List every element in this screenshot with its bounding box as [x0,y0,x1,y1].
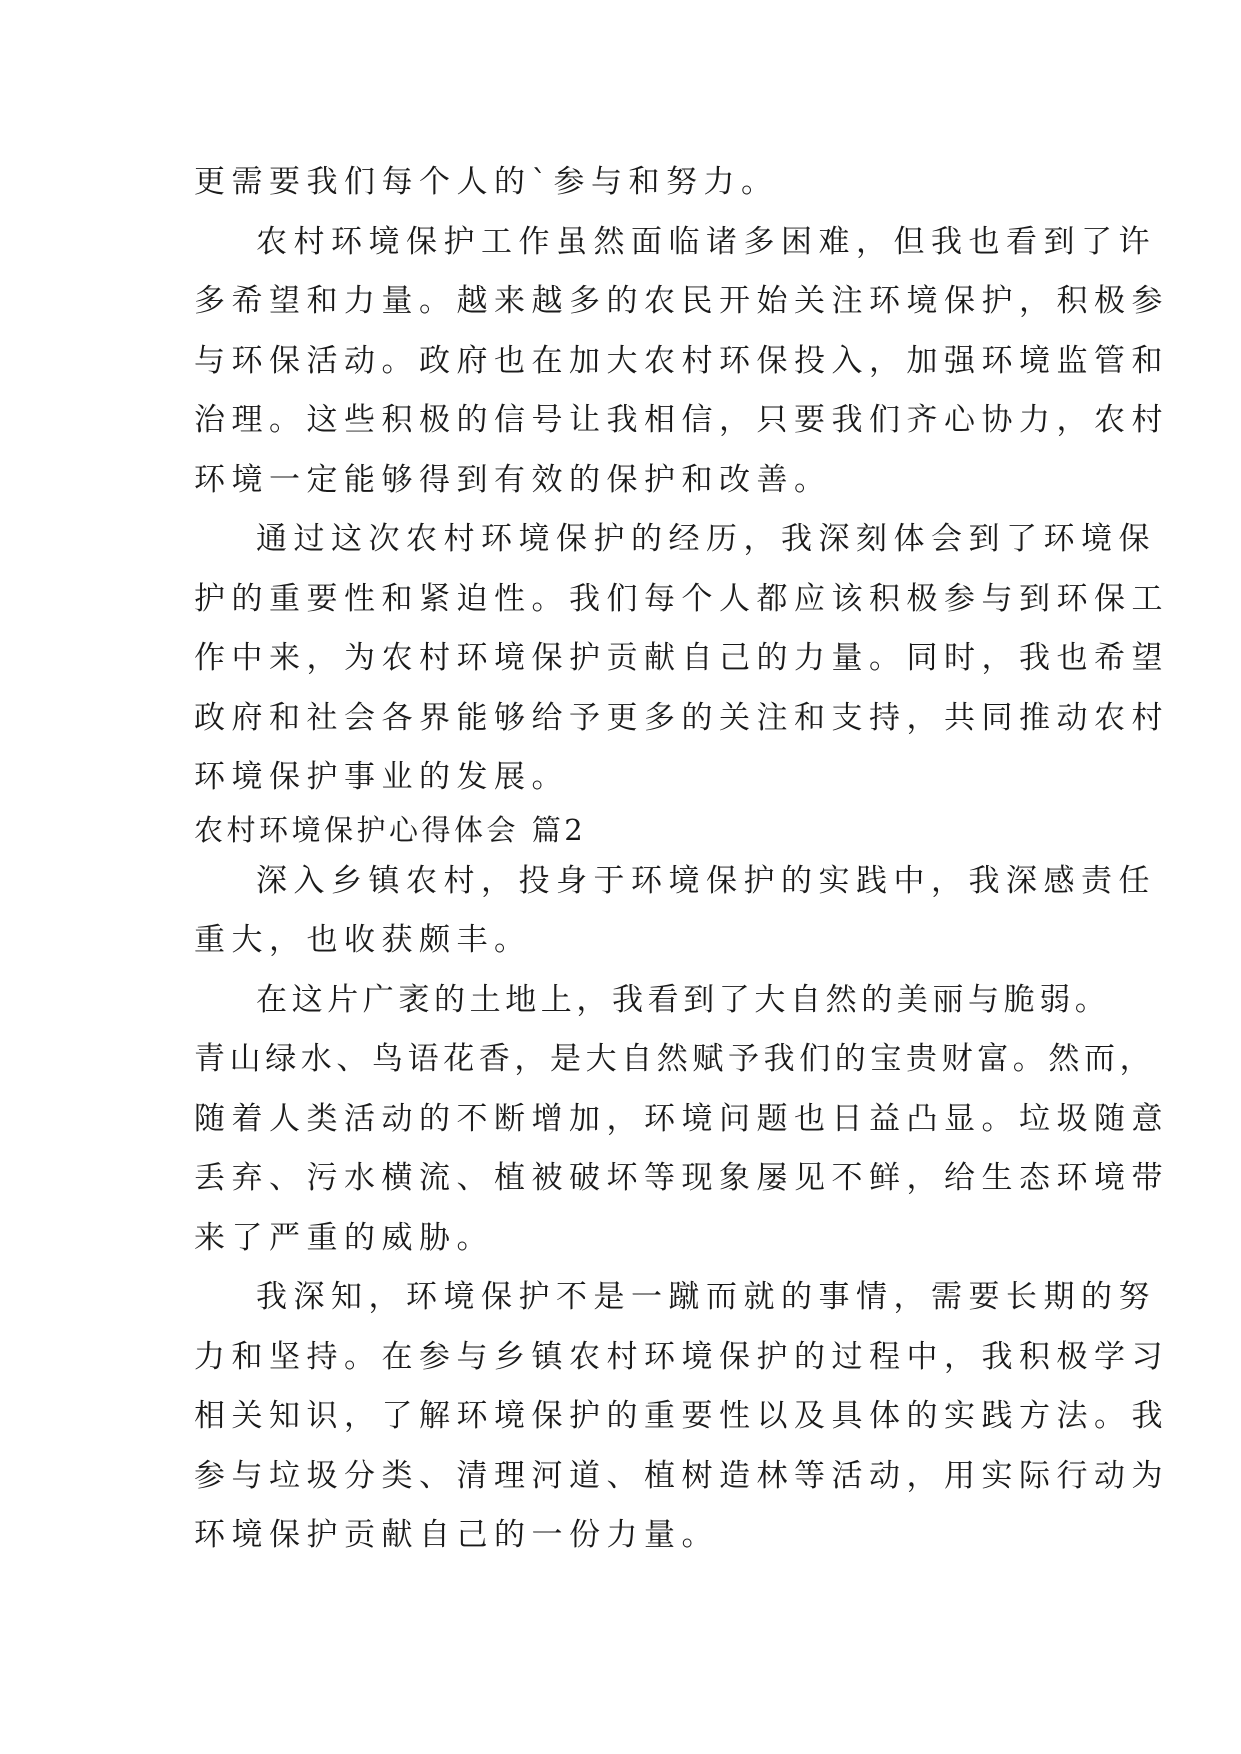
text-line: 环境一定能够得到有效的保护和改善。 [194,461,832,498]
text-line: 相关知识，了解环境保护的重要性以及具体的实践方法。我 [194,1398,1169,1434]
text-line: 作中来，为农村环境保护贡献自己的力量。同时，我也希望 [194,640,1169,676]
paragraph-first-line: 深入乡镇农村，投身于环境保护的实践中，我深感责任 [256,862,1156,899]
paragraph-first-line: 我深知，环境保护不是一蹴而就的事情，需要长期的努 [256,1279,1156,1315]
text-line: 多希望和力量。越来越多的农民开始关注环境保护，积极参 [194,283,1169,319]
text-line: 更需要我们每个人的`参与和努力。 [194,164,779,200]
text-line: 政府和社会各界能够给予更多的关注和支持，共同推动农村 [194,699,1169,736]
text-line: 参与垃圾分类、清理河道、植树造林等活动，用实际行动为 [194,1457,1169,1494]
text-line: 来了严重的威胁。 [194,1219,494,1256]
text-line: 青山绿水、鸟语花香，是大自然赋予我们的宝贵财富。然而， [194,1041,1156,1077]
text-line: 重大，也收获颇丰。 [194,922,532,958]
section-heading: 农村环境保护心得体会 篇2 [194,812,587,847]
text-line: 丢弃、污水横流、植被破坏等现象屡见不鲜，给生态环境带 [194,1160,1169,1196]
paragraph-first-line: 在这片广袤的土地上，我看到了大自然的美丽与脆弱。 [256,981,1111,1018]
paragraph-first-line: 通过这次农村环境保护的经历，我深刻体会到了环境保 [256,521,1156,557]
text-line: 环境保护事业的发展。 [194,759,569,795]
text-line: 力和坚持。在参与乡镇农村环境保护的过程中，我积极学习 [194,1338,1169,1375]
text-line: 治理。这些积极的信号让我相信，只要我们齐心协力，农村 [194,402,1169,438]
text-line: 护的重要性和紧迫性。我们每个人都应该积极参与到环保工 [194,580,1169,617]
paragraph-first-line: 农村环境保护工作虽然面临诸多困难，但我也看到了许 [256,223,1156,260]
text-line: 随着人类活动的不断增加，环境问题也日益凸显。垃圾随意 [194,1100,1169,1137]
document-body [194,153,1169,1566]
text-line: 环境保护贡献自己的一份力量。 [194,1517,719,1553]
text-line: 与环保活动。政府也在加大农村环保投入，加强环境监管和 [194,342,1169,379]
